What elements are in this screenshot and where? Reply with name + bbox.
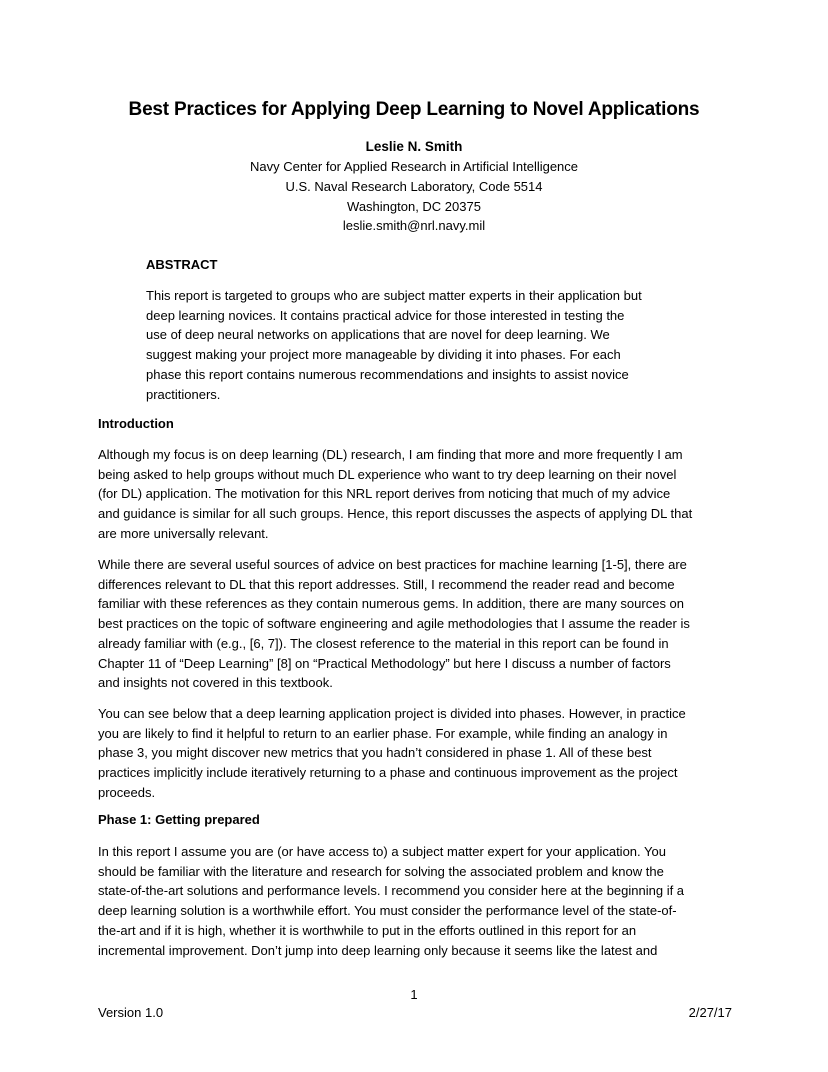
text-line: are more universally relevant. — [98, 525, 269, 541]
text-line: the-art and if it is high, whether it is worthwhile to put in the efforts outlined in this report for an — [98, 922, 637, 938]
text-line: familiar with these references as they contain numerous gems. In addition, there are many sources on — [98, 596, 685, 612]
footer-version: Version 1.0 — [98, 1005, 164, 1020]
text-line: proceeds. — [98, 784, 156, 800]
introduction-paragraph-3 — [98, 704, 738, 803]
text-line: already familiar with (e.g., [6, 7]). The closest reference to the material in this report can be found in — [98, 635, 669, 651]
introduction-heading: Introduction — [98, 416, 174, 431]
text-line: In this report I assume you are (or have access to) a subject matter expert for your application. You — [98, 844, 666, 859]
abstract-line: This report is targeted to groups who are subject matter experts in their application but — [146, 288, 642, 303]
text-line: While there are several useful sources of advice on best practices for machine learning [1-5], there are — [98, 557, 687, 572]
author-affiliation: Navy Center for Applied Research in Artificial Intelligence — [249, 159, 579, 174]
footer-date: 2/27/17 — [688, 1005, 732, 1020]
text-line: being asked to help groups without much DL experience who want to try deep learning on their novel — [98, 466, 677, 482]
author-name: Leslie N. Smith — [365, 139, 463, 154]
text-line: differences relevant to DL that this report addresses. Still, I recommend the reader read and become — [98, 576, 675, 592]
abstract-line: phase this report contains numerous recommendations and insights to assist novice — [146, 366, 629, 382]
page-number: 1 — [410, 987, 418, 1002]
abstract-heading: ABSTRACT — [146, 257, 218, 272]
phase1-heading: Phase 1: Getting prepared — [98, 812, 260, 827]
author-location: Washington, DC 20375 — [347, 198, 481, 214]
introduction-paragraph-2 — [98, 555, 738, 693]
text-line: should be familiar with the literature and research for solving the associated problem and know the — [98, 863, 664, 879]
text-line: best practices on the topic of software engineering and agile methodologies that I assume the reader is — [98, 616, 690, 632]
text-line: state-of-the-art solutions and performance levels. I recommend you consider here at the beginning if a — [98, 883, 685, 899]
text-line: deep learning solution is a worthwhile effort. You must consider the performance level of the state-of- — [98, 903, 677, 919]
text-line: You can see below that a deep learning application project is divided into phases. However, in practice — [98, 706, 686, 721]
text-line: and insights not covered in this textbook. — [98, 675, 333, 691]
abstract-line: practitioners. — [146, 386, 221, 402]
text-line: practices implicitly include iteratively returning to a phase and continuous improvement as the project — [98, 765, 678, 781]
author-email: leslie.smith@nrl.navy.mil — [342, 218, 486, 234]
abstract-line: deep learning novices. It contains practical advice for those interested in testing the — [146, 307, 625, 323]
text-line: Chapter 11 of “Deep Learning” [8] on “Practical Methodology” but here I discuss a number of factors — [98, 655, 671, 671]
author-block — [0, 137, 828, 236]
introduction-paragraph-1 — [98, 445, 738, 544]
author-lab: U.S. Naval Research Laboratory, Code 5514 — [285, 178, 543, 194]
phase1-paragraph-1 — [98, 842, 738, 960]
text-line: phase 3, you might discover new metrics that you hadn’t considered in phase 1. All of these best — [98, 745, 652, 761]
abstract-line: suggest making your project more manageable by dividing it into phases. For each — [146, 347, 621, 363]
text-line: and guidance is similar for all such groups. Hence, this report discusses the aspects of applying DL that — [98, 506, 693, 522]
text-line: incremental improvement. Don’t jump into deep learning only because it seems like the latest and — [98, 942, 658, 958]
text-line: you are likely to find it helpful to return to an earlier phase. For example, while finding an analogy in — [98, 725, 668, 741]
text-line: Although my focus is on deep learning (DL) research, I am finding that more and more frequently I am — [98, 447, 683, 462]
paper-title: Best Practices for Applying Deep Learning to Novel Applications — [128, 99, 700, 120]
text-line: (for DL) application. The motivation for this NRL report derives from noticing that much of my advice — [98, 486, 671, 502]
abstract-body — [146, 286, 696, 404]
abstract-line: use of deep neural networks on applications that are novel for deep learning. We — [146, 327, 610, 343]
